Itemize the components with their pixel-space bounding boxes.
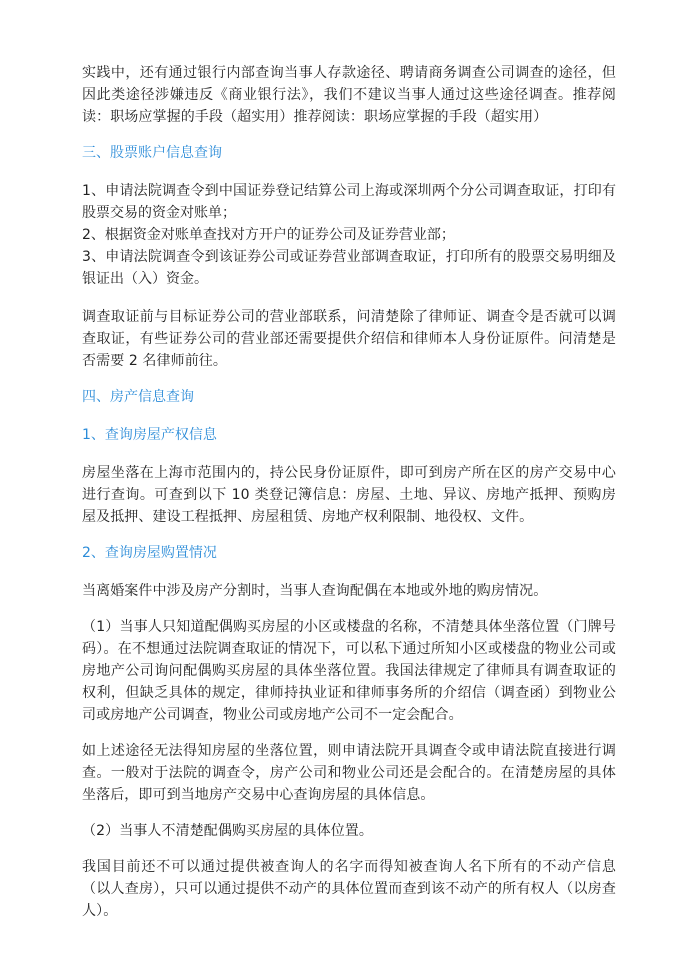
paragraph-known-complex: （1）当事人只知道配偶购买房屋的小区或楼盘的名称，不清楚具体坐落位置（门牌号码）。在不想通过法院调查取证的情况下，可以私下通过所知小区或楼盘的物业公司或房地产公司询问配偶购买房屋的具体坐落位置。我国法律规定了律师具有调查取证的权利，但缺乏具体的规定，律师持执业证和律师事务所的介绍信（调查函）到物业公司或房地产公司调查，物业公司或房地产公司不一定会配合。 <box>82 619 616 723</box>
paragraph-stock-note: 调查取证前与目标证券公司的营业部联系，问清楚除了律师证、调查令是否就可以调查取证，有些证券公司的营业部还需要提供介绍信和律师本人身份证原件。问清楚是否需要 2 名律师前往。 <box>82 309 616 369</box>
paragraph-unknown-location: （2）当事人不清楚配偶购买房屋的具体位置。 <box>82 823 374 839</box>
paragraph-divorce-property: 当离婚案件中涉及房产分割时，当事人查询配偶在本地或外地的购房情况。 <box>82 583 548 599</box>
list-item: 1、申请法院调查令到中国证券登记结算公司上海或深圳两个分公司调查取证，打印有股票交易的资金对账单； <box>82 183 616 221</box>
subheading-property-purchase: 2、查询房屋购置情况 <box>82 545 217 561</box>
section-heading-stock-account: 三、股票账户信息查询 <box>82 145 222 161</box>
list-item: 3、申请法院调查令到该证券公司或证券营业部调查取证，打印所有的股票交易明细及银证出（入）资金。 <box>82 249 616 287</box>
document-body <box>82 62 616 936</box>
subheading-property-rights: 1、查询房屋产权信息 <box>82 427 217 443</box>
stock-steps-list <box>82 180 616 290</box>
paragraph-property-rights: 房屋坐落在上海市范围内的，持公民身份证原件，即可到房产所在区的房产交易中心进行查询。可查到以下 10 类登记簿信息：房屋、土地、异议、房地产抵押、预购房屋及抵押、建设工程抵押、房屋租赁、房地产权利限制、地役权、文件。 <box>82 465 616 525</box>
paragraph-no-person-search: 我国目前还不可以通过提供被查询人的名字而得知被查询人名下所有的不动产信息（以人查房），只可以通过提供不动产的具体位置而查到该不动产的所有权人（以房查人）。 <box>82 859 616 919</box>
paragraph-bank-inquiry: 实践中，还有通过银行内部查询当事人存款途径、聘请商务调查公司调查的途径，但因此类途径涉嫌违反《商业银行法》，我们不建议当事人通过这些途径调查。推荐阅读：职场应掌握的手段（超实用）推荐阅读：职场应掌握的手段（超实用） <box>82 65 616 125</box>
section-heading-property: 四、房产信息查询 <box>82 389 194 405</box>
paragraph-court-order: 如上述途径无法得知房屋的坐落位置，则申请法院开具调查令或申请法院直接进行调查。一般对于法院的调查令，房产公司和物业公司还是会配合的。在清楚房屋的具体坐落后，即可到当地房产交易中心查询房屋的具体信息。 <box>82 743 616 803</box>
list-item: 2、根据资金对账单查找对方开户的证券公司及证券营业部； <box>82 227 455 243</box>
